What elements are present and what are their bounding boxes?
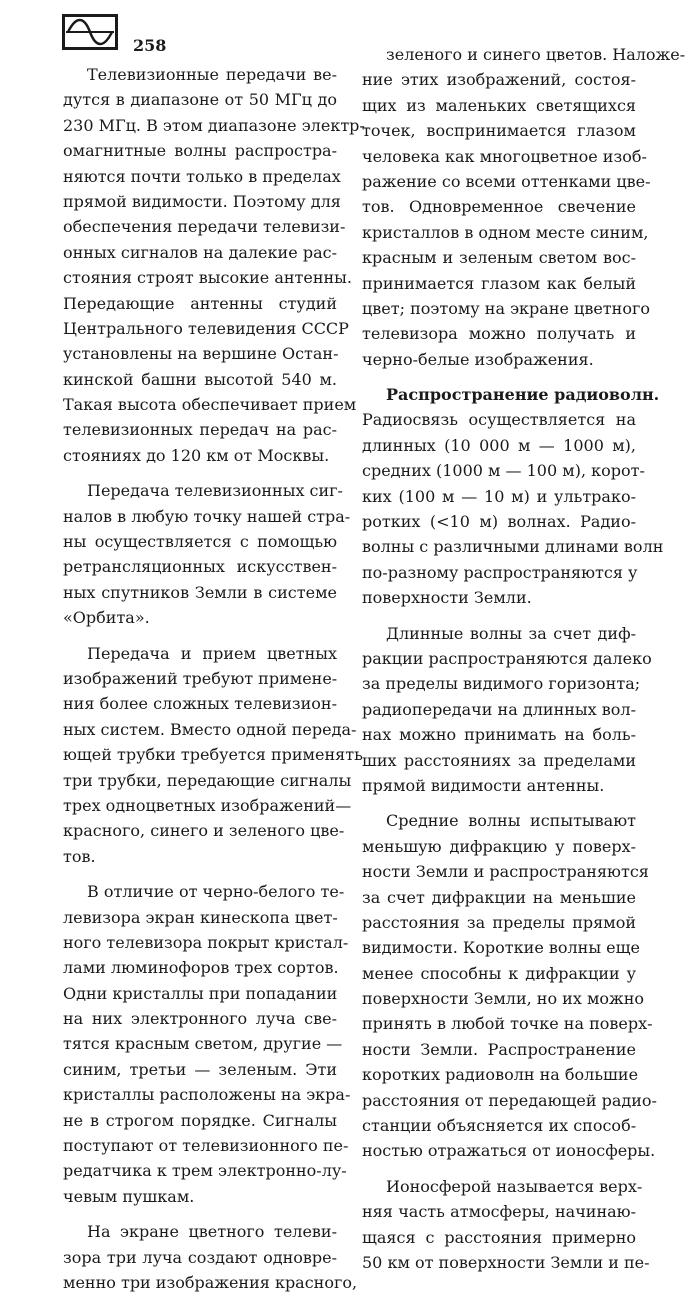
text-line: менно три изображения красного, xyxy=(63,1272,358,1292)
text-line: за пределы видимого горизонта; xyxy=(362,674,641,694)
text-line: ности Земли и распространяются xyxy=(362,862,649,882)
text-line: ных спутников Земли в системе xyxy=(63,582,337,602)
text-line: ких (100 м — 10 м) и ультрако- xyxy=(362,486,636,506)
text-line: няются почти только в пределах xyxy=(63,166,341,186)
text-line: телевизионных передач на рас- xyxy=(63,420,337,440)
text-line: «Орбита». xyxy=(63,608,150,628)
text-line: радиопередачи на длинных вол- xyxy=(362,699,636,719)
text-line: за счет дифракции на меньшие xyxy=(362,887,636,907)
text-line: не в строгом порядке. Сигналы xyxy=(63,1110,337,1130)
text-line: на них электронного луча све- xyxy=(63,1009,337,1029)
text-line: прямой видимости антенны. xyxy=(362,775,605,795)
text-line: ного телевизора покрыт кристал- xyxy=(63,932,349,952)
text-line: установлены на вершине Остан- xyxy=(63,344,339,364)
text-line: 50 км от поверхности Земли и пе- xyxy=(362,1252,650,1272)
text-line: омагнитные волны распростра- xyxy=(63,141,337,161)
text-line: кристаллов в одном месте синим, xyxy=(362,222,649,242)
right-column xyxy=(362,42,685,1275)
text-line: обеспечения передачи телевизи- xyxy=(63,217,346,237)
paragraph-gap xyxy=(63,468,337,478)
text-line: поверхности Земли, но их можно xyxy=(362,989,645,1009)
text-line: ностью отражаться от ионосферы. xyxy=(362,1141,656,1161)
paragraph-gap xyxy=(362,1164,636,1174)
text-line: ших расстояниях за пределами xyxy=(362,750,636,770)
text-line: поверхности Земли. xyxy=(362,588,532,608)
text-line: Средние волны испытывают xyxy=(386,811,636,831)
text-line: ния более сложных телевизион- xyxy=(63,694,337,714)
text-line: Ионосферой называется верх- xyxy=(386,1176,643,1196)
text-line: поступают от телевизионного пе- xyxy=(63,1136,349,1156)
text-line: красным и зеленым светом вос- xyxy=(362,248,636,268)
text-line: менее способны к дифракции у xyxy=(362,963,636,983)
text-line: Передающие антенны студий xyxy=(63,293,337,313)
text-line: трех одноцветных изображений— xyxy=(63,795,352,815)
text-line: тятся красным светом, другие — xyxy=(63,1034,343,1054)
text-line: черно-белые изображения. xyxy=(362,349,594,369)
text-line: нах можно принимать на боль- xyxy=(362,725,636,745)
text-line: станции объясняется их способ- xyxy=(362,1116,637,1136)
text-line: принять в любой точке на поверх- xyxy=(362,1014,653,1034)
text-line: дутся в диапазоне от 50 МГц до xyxy=(63,90,337,110)
text-line: налов в любую точку нашей стра- xyxy=(63,506,351,526)
text-line: зеленого и синего цветов. Наложе- xyxy=(386,45,685,64)
text-line: расстояния за пределы прямой xyxy=(362,912,636,932)
text-line: ние этих изображений, состоя- xyxy=(362,70,636,90)
text-line: На экране цветного телеви- xyxy=(87,1222,337,1242)
paragraph-gap xyxy=(362,372,636,382)
text-line: человека как многоцветное изоб- xyxy=(362,146,647,166)
text-line: принимается глазом как белый xyxy=(362,273,636,293)
text-line: няя часть атмосферы, начинаю- xyxy=(362,1202,636,1222)
text-line: Такая высота обеспечивает прием xyxy=(63,395,357,415)
text-line: стояниях до 120 км от Москвы. xyxy=(63,445,330,465)
text-line: расстояния от передающей радио- xyxy=(362,1090,657,1110)
text-line: прямой видимости. Поэтому для xyxy=(63,191,341,211)
paragraph-gap xyxy=(63,869,337,879)
left-column xyxy=(63,62,365,1295)
text-line: ражение со всеми оттенками цве- xyxy=(362,171,651,191)
text-line: Радиосвязь осуществляется на xyxy=(362,410,636,430)
text-line: Телевизионные передачи ве- xyxy=(87,65,337,84)
text-line: тов. Одновременное свечение xyxy=(362,197,636,217)
paragraph-gap xyxy=(362,611,636,621)
text-line: левизора экран кинескопа цвет- xyxy=(63,907,338,927)
text-line: Длинные волны за счет диф- xyxy=(386,623,636,643)
text-line: ющей трубки требуется применять xyxy=(63,745,363,765)
text-line: Одни кристаллы при попадании xyxy=(63,983,338,1003)
text-line: Передача и прием цветных xyxy=(87,643,337,663)
text-line: ротких (<10 м) волнах. Радио- xyxy=(362,512,636,532)
text-line: Передача телевизионных сиг- xyxy=(87,481,343,501)
text-line: ракции распространяются далеко xyxy=(362,648,652,668)
text-line: щаяся с расстояния примерно xyxy=(362,1227,636,1247)
text-line: ных систем. Вместо одной переда- xyxy=(63,719,357,739)
text-line: средних (1000 м — 100 м), корот- xyxy=(362,461,645,481)
paragraph-gap xyxy=(63,631,337,641)
paragraph-gap xyxy=(362,798,636,808)
text-line: ности Земли. Распространение xyxy=(362,1039,636,1059)
text-line: три трубки, передающие сигналы xyxy=(63,770,352,790)
text-line: синим, третьи — зеленым. Эти xyxy=(63,1059,337,1079)
text-line: телевизора можно получать и xyxy=(362,324,636,344)
paragraph-gap xyxy=(63,1209,337,1219)
text-line: В отличие от черно-белого те- xyxy=(87,882,345,902)
text-line: 230 МГц. В этом диапазоне электр- xyxy=(63,115,365,135)
text-line: щих из маленьких светящихся xyxy=(362,95,636,115)
text-line: видимости. Короткие волны еще xyxy=(362,938,640,958)
text-line: онных сигналов на далекие рас- xyxy=(63,242,337,262)
text-line: ны осуществляется с помощью xyxy=(63,532,337,552)
text-line: точек, воспринимается глазом xyxy=(362,121,636,141)
section-heading: Распространение радиоволн. xyxy=(386,385,660,405)
text-line: кинской башни высотой 540 м. xyxy=(63,369,337,389)
text-line: лами люминофоров трех сортов. xyxy=(63,958,339,978)
text-line: Центрального телевидения СССР xyxy=(63,318,349,338)
text-line: по-разному распространяются у xyxy=(362,562,638,582)
text-line: тов. xyxy=(63,846,96,866)
text-line: длинных (10 000 м — 1000 м), xyxy=(362,435,636,455)
text-line: коротких радиоволн на большие xyxy=(362,1065,639,1085)
page-number: 258 xyxy=(133,36,167,55)
text-line: стояния строят высокие антенны. xyxy=(63,268,352,288)
text-line: изображений требуют примене- xyxy=(63,668,338,688)
text-line: волны с различными длинами волн xyxy=(362,537,664,557)
text-line: ретрансляционных искусствен- xyxy=(63,557,337,577)
text-line: редатчика к трем электронно-лу- xyxy=(63,1161,347,1181)
text-line: красного, синего и зеленого цве- xyxy=(63,821,345,841)
text-line: меньшую дифракцию у поверх- xyxy=(362,836,636,856)
text-line: зора три луча создают одновре- xyxy=(63,1247,337,1267)
text-line: цвет; поэтому на экране цветного xyxy=(362,298,650,318)
text-line: чевым пушкам. xyxy=(63,1186,195,1206)
sine-wave-icon xyxy=(62,14,118,50)
text-line: кристаллы расположены на экра- xyxy=(63,1085,351,1105)
